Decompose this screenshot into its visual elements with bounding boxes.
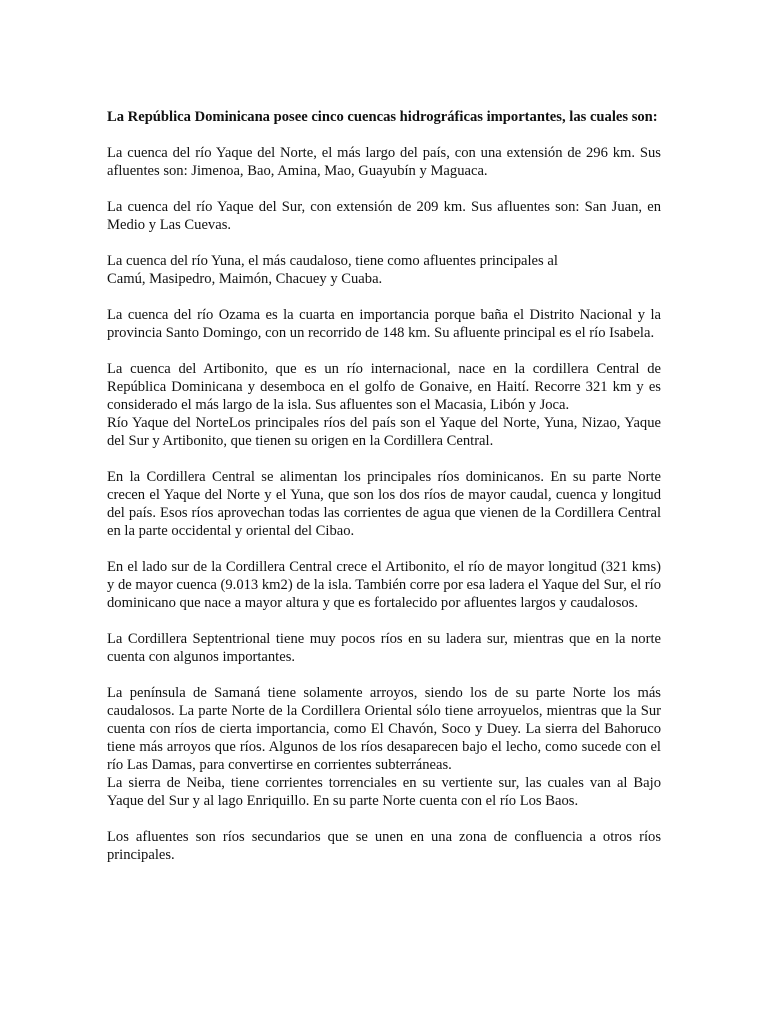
paragraph-yaque-sur: La cuenca del río Yaque del Sur, con extensión de 209 km. Sus afluentes son: San Juan, en Medio y Las Cuevas. [107,199,661,233]
paragraph-ozama: La cuenca del río Ozama es la cuarta en importancia porque baña el Distrito Nacional y la provincia Santo Domingo, con un recorrido de 148 km. Su afluente principal es el río Isabela. [107,307,661,341]
paragraph-principales-rios: Río Yaque del NorteLos principales ríos del país son el Yaque del Norte, Yuna, Nizao, Yaque del Sur y Artibonito, que tienen su origen en la Cordillera Central. [107,415,661,449]
paragraph-artibonito: La cuenca del Artibonito, que es un río internacional, nace en la cordillera Central de República Dominicana y desemboca en el golfo de Gonaive, en Haití. Recorre 321 km y es considerado el más largo de la isla. Sus afluentes son el Macasia, Libón y Joca. [107,361,661,413]
paragraph-cordillera-central: En la Cordillera Central se alimentan los principales ríos dominicanos. En su parte Norte crecen el Yaque del Norte y el Yuna, que son los dos ríos de mayor caudal, cuenca y longitud del país. Esos ríos aprovechan todas las corrientes de agua que vienen de la Cordillera Central en la parte occidental y oriental del Cibao. [107,469,661,539]
paragraph-neiba: La sierra de Neiba, tiene corrientes torrenciales en su vertiente sur, las cuales van al Bajo Yaque del Sur y al lago Enriquillo. En su parte Norte cuenta con el río Los Baos. [107,775,661,809]
paragraph-yuna-line2: Camú, Masipedro, Maimón, Chacuey y Cuaba. [107,271,383,287]
paragraph-septentrional: La Cordillera Septentrional tiene muy pocos ríos en su ladera sur, mientras que en la norte cuenta con algunos importantes. [107,631,661,665]
paragraph-lado-sur: En el lado sur de la Cordillera Central crece el Artibonito, el río de mayor longitud (321 kms) y de mayor cuenca (9.013 km2) de la isla. También corre por esa ladera el Yaque del Sur, el río dominicano que nace a mayor altura y que es fortalecido por afluentes largos y caudalosos. [107,559,661,611]
document-page [107,108,661,882]
paragraph-afluentes: Los afluentes son ríos secundarios que se unen en una zona de confluencia a otros ríos principales. [107,829,661,863]
paragraph-yaque-norte: La cuenca del río Yaque del Norte, el más largo del país, con una extensión de 296 km. Sus afluentes son: Jimenoa, Bao, Amina, Mao, Guayubín y Maguaca. [107,145,661,179]
paragraph-samana: La península de Samaná tiene solamente arroyos, siendo los de su parte Norte los más caudalosos. La parte Norte de la Cordillera Oriental sólo tiene arroyuelos, mientras que la Sur cuenta con ríos de cierta importancia, como El Chavón, Soco y Duey. La sierra del Bahoruco tiene más arroyos que ríos. Algunos de los ríos desaparecen bajo el lecho, como sucede con el río Las Damas, para convertirse en corrientes subterráneas. [107,685,661,773]
paragraph-yuna-line1: La cuenca del río Yuna, el más caudaloso, tiene como afluentes principales al [107,253,558,269]
document-title: La República Dominicana posee cinco cuencas hidrográficas importantes, las cuales son: [107,109,658,125]
